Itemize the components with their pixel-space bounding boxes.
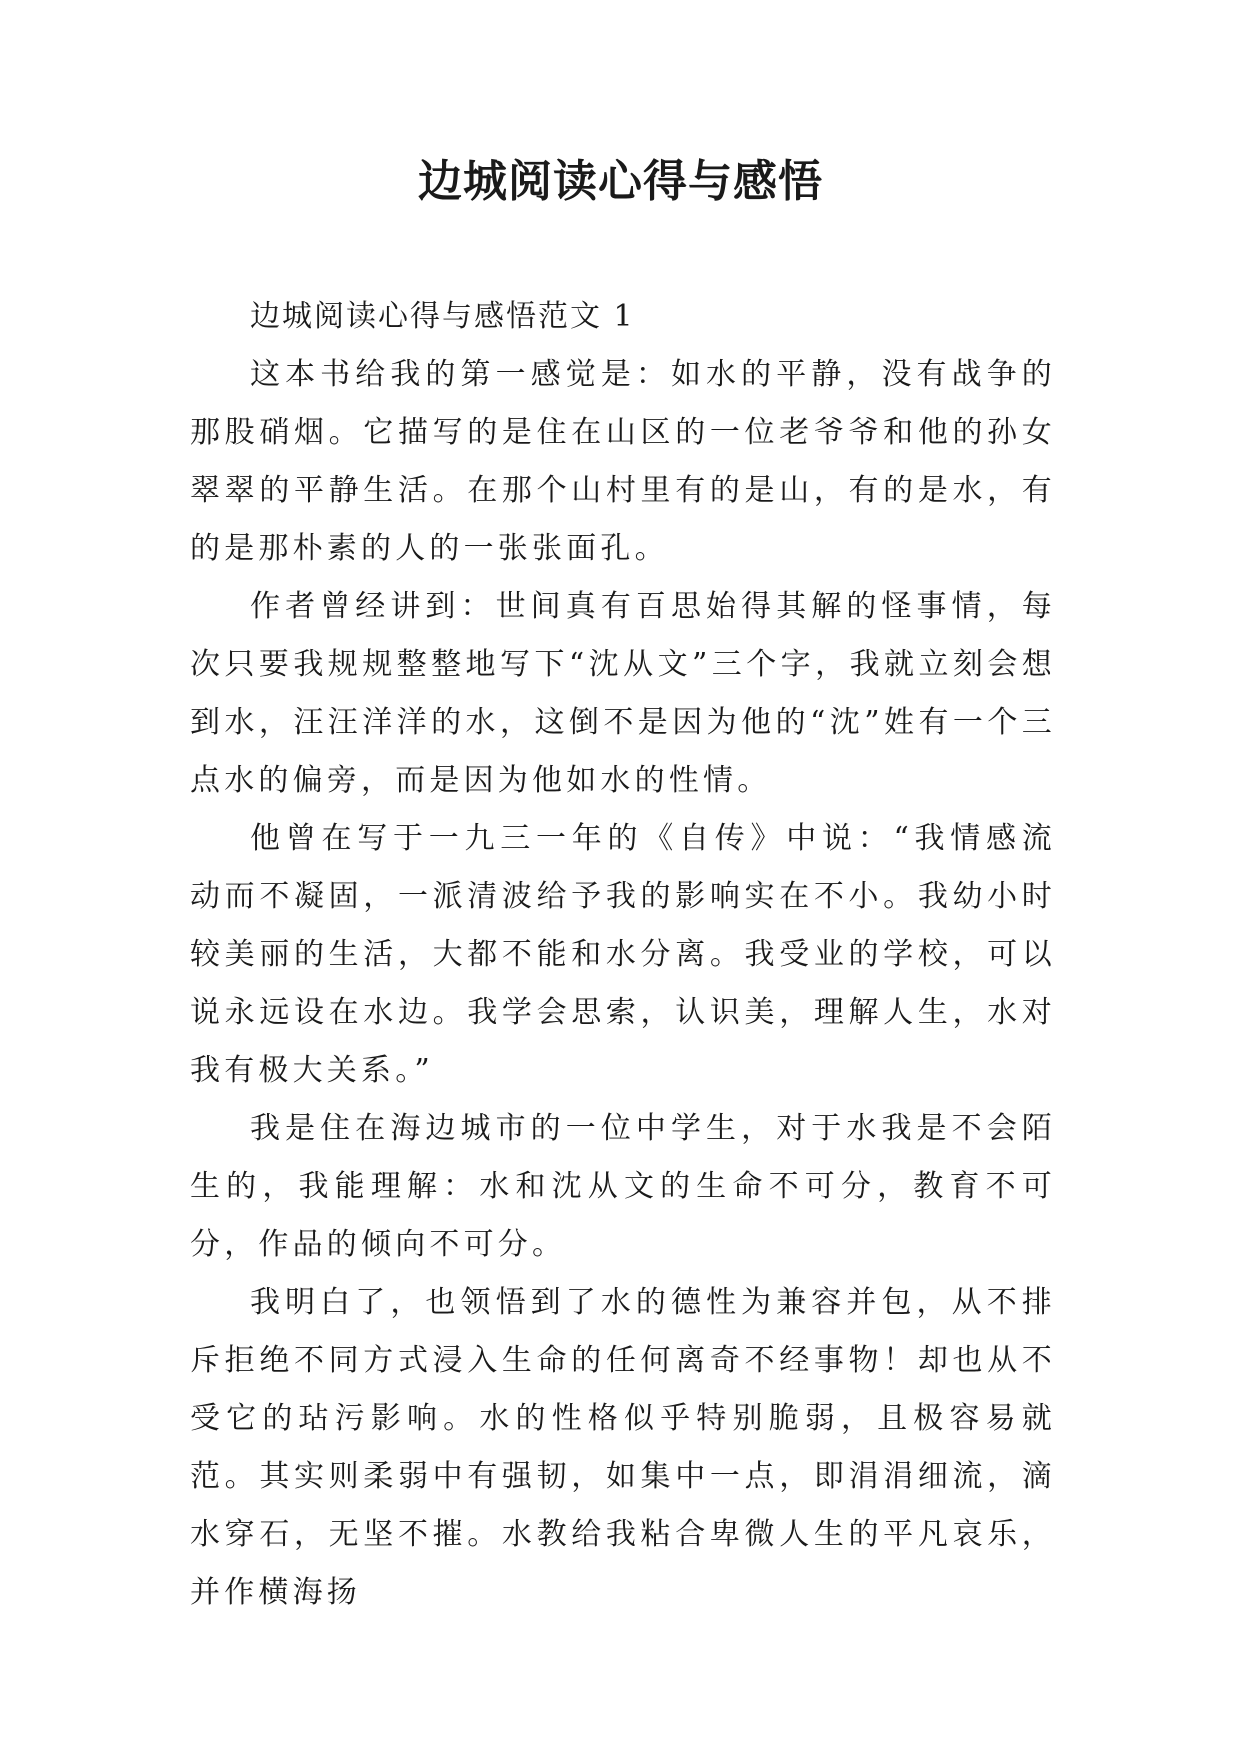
- paragraph: 这本书给我的第一感觉是：如水的平静，没有战争的那股硝烟。它描写的是住在山区的一位老爷爷和他的孙女翠翠的平静生活。在那个山村里有的是山，有的是水，有的是那朴素的人的一张张面孔。: [190, 357, 1056, 566]
- paragraph: 我是住在海边城市的一位中学生，对于水我是不会陌生的，我能理解：水和沈从文的生命不可分，教育不可分，作品的倾向不可分。: [190, 1111, 1056, 1262]
- section-heading: 边城阅读心得与感悟范文 1: [250, 299, 635, 334]
- document-title: 边城阅读心得与感悟: [418, 156, 823, 207]
- paragraph: 作者曾经讲到：世间真有百思始得其解的怪事情，每次只要我规规整整地写下“沈从文”三个字，我就立刻会想到水，汪汪洋洋的水，这倒不是因为他的“沈”姓有一个三点水的偏旁，而是因为他如水的性情。: [190, 589, 1056, 798]
- document-body: [190, 288, 1056, 1622]
- paragraph: 我明白了，也领悟到了水的德性为兼容并包，从不排斥拒绝不同方式浸入生命的任何离奇不经事物！却也从不受它的玷污影响。水的性格似乎特别脆弱，且极容易就范。其实则柔弱中有强韧，如集中一点，即涓涓细流，滴水穿石，无坚不摧。水教给我粘合卑微人生的平凡哀乐，并作横海扬: [190, 1285, 1056, 1610]
- paragraph: 他曾在写于一九三一年的《自传》中说：“我情感流动而不凝固，一派清波给予我的影响实在不小。我幼小时较美丽的生活，大都不能和水分离。我受业的学校，可以说永远设在水边。我学会思索，认识美，理解人生，水对我有极大关系。”: [190, 821, 1056, 1088]
